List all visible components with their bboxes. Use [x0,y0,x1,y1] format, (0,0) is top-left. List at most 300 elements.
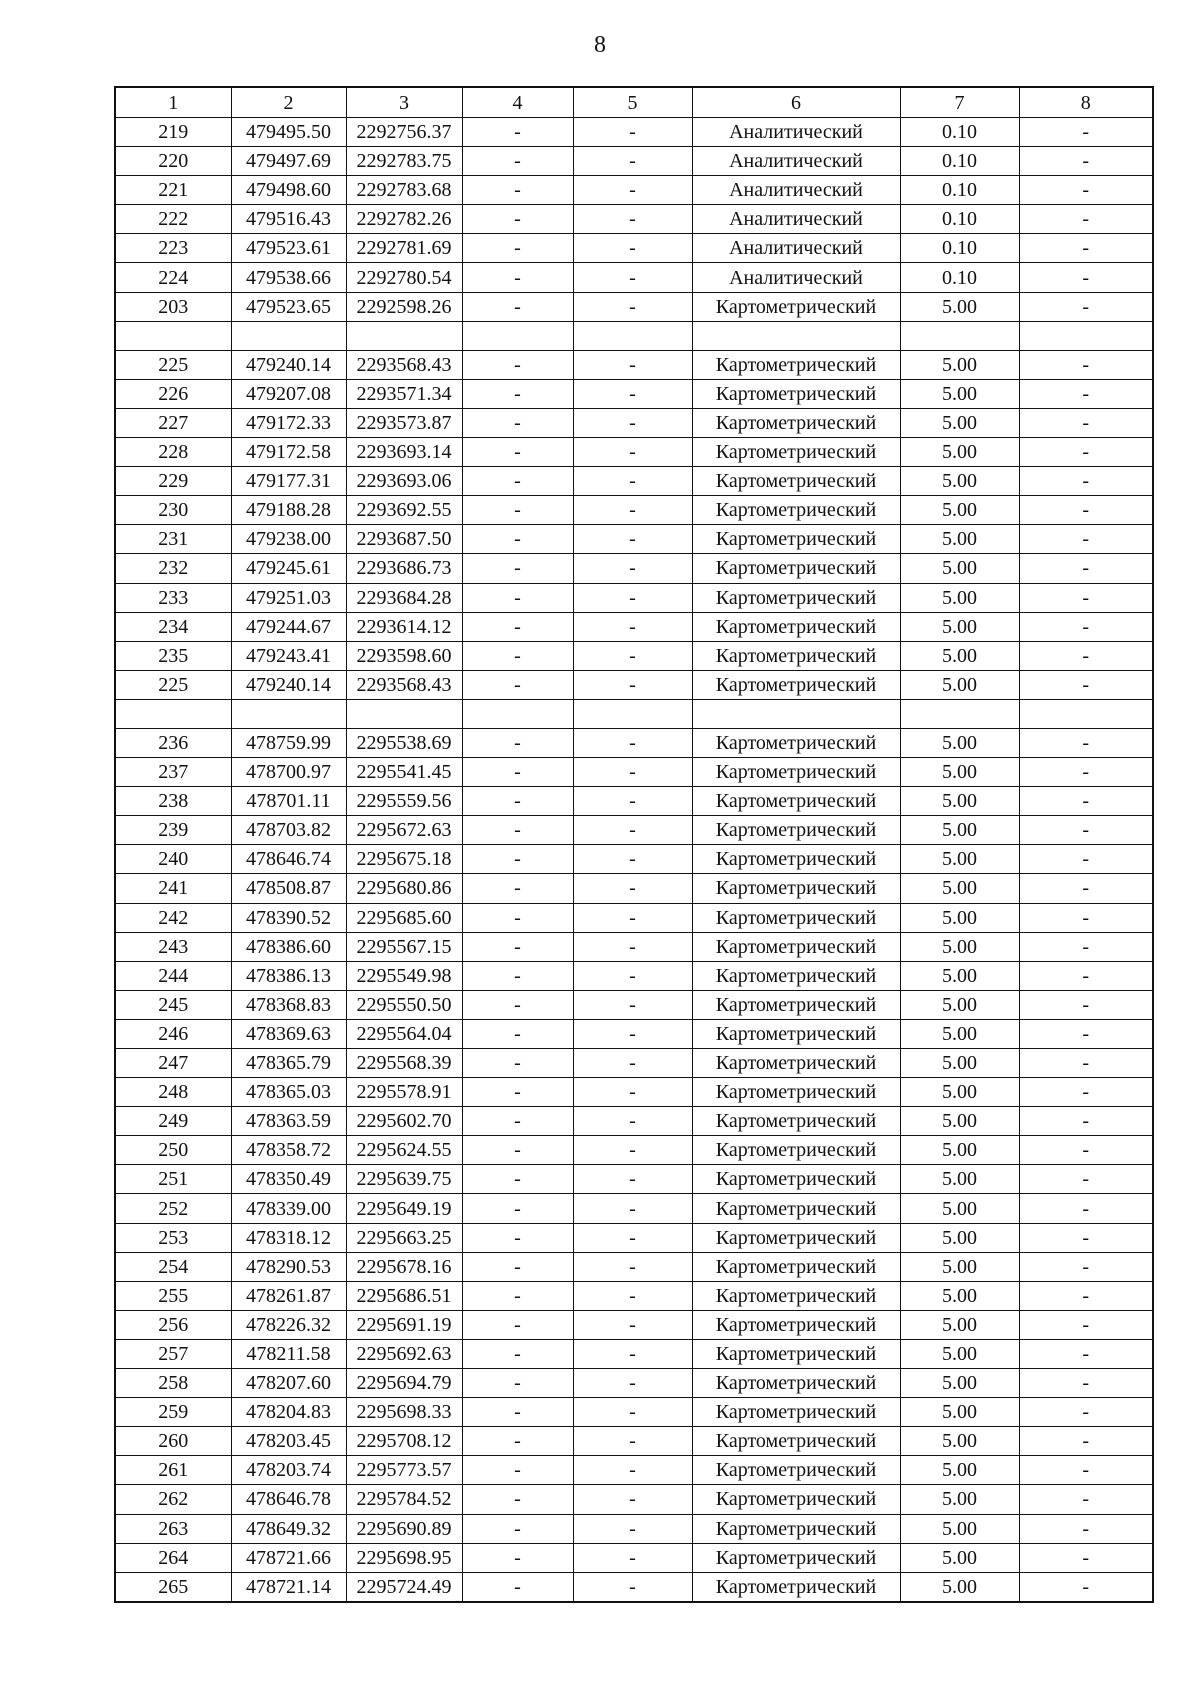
cell-coord-y: 2295675.18 [346,845,462,874]
cell-col-4: - [462,263,573,292]
cell-col-4: - [462,1369,573,1398]
table-row [115,1136,1153,1165]
cell-method: Картометрический [692,379,900,408]
cell-col-5: - [573,1049,692,1078]
cell-coord-y: 2295564.04 [346,1019,462,1048]
cell-col-8: - [1019,1194,1153,1223]
table-row [115,641,1153,670]
cell-point-number: 258 [115,1369,231,1398]
cell-coord-y: 2295685.60 [346,903,462,932]
cell-col-4: - [462,1019,573,1048]
table-row [115,350,1153,379]
cell-col-5: - [573,583,692,612]
cell-accuracy: 5.00 [900,1543,1019,1572]
cell-col-8: - [1019,961,1153,990]
cell-col-4: - [462,1485,573,1514]
cell-coord-x: 478203.74 [231,1456,346,1485]
table-row [115,670,1153,699]
cell-col-5 [573,321,692,350]
cell-coord-y: 2295663.25 [346,1223,462,1252]
cell-coord-x: 478204.83 [231,1398,346,1427]
table-row [115,845,1153,874]
cell-coord-y: 2295784.52 [346,1485,462,1514]
cell-point-number: 259 [115,1398,231,1427]
cell-method: Картометрический [692,583,900,612]
cell-accuracy: 0.10 [900,263,1019,292]
cell-coord-y: 2292782.26 [346,205,462,234]
cell-col-8: - [1019,467,1153,496]
cell-accuracy: 5.00 [900,408,1019,437]
cell-method: Картометрический [692,1369,900,1398]
cell-col-5: - [573,1194,692,1223]
cell-coord-x: 478365.03 [231,1078,346,1107]
table-row [115,787,1153,816]
cell-method: Картометрический [692,496,900,525]
cell-col-4: - [462,758,573,787]
cell-method: Картометрический [692,641,900,670]
table-row [115,1194,1153,1223]
cell-method: Картометрический [692,932,900,961]
cell-point-number: 255 [115,1281,231,1310]
cell-col-4: - [462,292,573,321]
cell-accuracy: 5.00 [900,1281,1019,1310]
cell-point-number: 260 [115,1427,231,1456]
cell-accuracy: 5.00 [900,1572,1019,1602]
cell-col-4: - [462,1456,573,1485]
column-header-1: 1 [115,87,231,118]
cell-coord-x: 479238.00 [231,525,346,554]
cell-coord-x: 478701.11 [231,787,346,816]
cell-col-4: - [462,554,573,583]
table-row [115,932,1153,961]
cell-col-8: - [1019,1310,1153,1339]
cell-col-4: - [462,845,573,874]
cell-col-8: - [1019,1543,1153,1572]
cell-method: Аналитический [692,176,900,205]
cell-col-8: - [1019,379,1153,408]
cell-col-5: - [573,1078,692,1107]
cell-point-number: 227 [115,408,231,437]
cell-method: Картометрический [692,1136,900,1165]
cell-point-number: 233 [115,583,231,612]
cell-col-8: - [1019,874,1153,903]
cell-coord-y: 2293598.60 [346,641,462,670]
cell-point-number: 243 [115,932,231,961]
cell-coord-x: 479243.41 [231,641,346,670]
cell-coord-y: 2293684.28 [346,583,462,612]
cell-col-4: - [462,874,573,903]
cell-point-number: 221 [115,176,231,205]
cell-accuracy: 5.00 [900,1019,1019,1048]
cell-col-5: - [573,1369,692,1398]
cell-col-4: - [462,496,573,525]
cell-col-8: - [1019,350,1153,379]
cell-point-number: 249 [115,1107,231,1136]
cell-point-number: 252 [115,1194,231,1223]
cell-coord-y: 2295568.39 [346,1049,462,1078]
cell-method: Картометрический [692,438,900,467]
cell-point-number: 231 [115,525,231,554]
cell-coord-x: 478207.60 [231,1369,346,1398]
cell-method: Картометрический [692,1543,900,1572]
cell-col-5: - [573,234,692,263]
cell-accuracy: 5.00 [900,1369,1019,1398]
table-row [115,205,1153,234]
cell-col-4: - [462,1165,573,1194]
cell-coord-x: 479251.03 [231,583,346,612]
cell-point-number: 247 [115,1049,231,1078]
cell-point-number: 239 [115,816,231,845]
cell-col-4: - [462,1252,573,1281]
cell-point-number: 262 [115,1485,231,1514]
column-header-8: 8 [1019,87,1153,118]
cell-coord-y: 2295686.51 [346,1281,462,1310]
cell-col-8: - [1019,903,1153,932]
cell-accuracy: 5.00 [900,670,1019,699]
cell-coord-x: 478700.97 [231,758,346,787]
cell-coord-x: 478721.14 [231,1572,346,1602]
cell-method: Картометрический [692,1310,900,1339]
cell-point-number: 246 [115,1019,231,1048]
cell-col-4: - [462,1078,573,1107]
cell-accuracy: 5.00 [900,1136,1019,1165]
cell-coord-y: 2295567.15 [346,932,462,961]
cell-col-4: - [462,147,573,176]
cell-col-4: - [462,1514,573,1543]
cell-coord-x: 478390.52 [231,903,346,932]
cell-col-8: - [1019,1456,1153,1485]
cell-coord-x: 478508.87 [231,874,346,903]
cell-accuracy: 5.00 [900,903,1019,932]
cell-method: Аналитический [692,234,900,263]
table-row [115,1456,1153,1485]
cell-method: Картометрический [692,1165,900,1194]
cell-point-number: 225 [115,350,231,379]
cell-point-number: 230 [115,496,231,525]
cell-coord-y: 2295678.16 [346,1252,462,1281]
cell-col-8: - [1019,292,1153,321]
cell-col-5: - [573,205,692,234]
cell-col-5: - [573,1165,692,1194]
cell-col-4: - [462,525,573,554]
table-row [115,408,1153,437]
table-row [115,176,1153,205]
cell-coord-x [231,321,346,350]
cell-col-8: - [1019,234,1153,263]
cell-col-4: - [462,1281,573,1310]
cell-accuracy: 5.00 [900,1456,1019,1485]
cell-col-4: - [462,1223,573,1252]
table-row [115,1165,1153,1194]
cell-coord-y: 2293686.73 [346,554,462,583]
cell-point-number: 219 [115,118,231,147]
cell-col-5: - [573,1252,692,1281]
cell-coord-y: 2293571.34 [346,379,462,408]
cell-point-number: 229 [115,467,231,496]
cell-col-8: - [1019,118,1153,147]
cell-point-number: 240 [115,845,231,874]
cell-coord-x: 478203.45 [231,1427,346,1456]
cell-col-4: - [462,118,573,147]
cell-accuracy: 5.00 [900,932,1019,961]
cell-coord-x: 479240.14 [231,670,346,699]
cell-point-number: 228 [115,438,231,467]
cell-accuracy: 5.00 [900,1514,1019,1543]
cell-col-8: - [1019,176,1153,205]
cell-coord-x: 479172.33 [231,408,346,437]
cell-col-8: - [1019,1252,1153,1281]
cell-coord-y: 2295549.98 [346,961,462,990]
cell-method [692,321,900,350]
cell-col-8: - [1019,147,1153,176]
cell-col-4: - [462,583,573,612]
cell-coord-y: 2293568.43 [346,670,462,699]
cell-point-number: 237 [115,758,231,787]
cell-col-5: - [573,408,692,437]
cell-point-number: 254 [115,1252,231,1281]
cell-col-4: - [462,1136,573,1165]
cell-col-5: - [573,438,692,467]
table-row [115,1339,1153,1368]
cell-col-4: - [462,816,573,845]
cell-col-4: - [462,176,573,205]
cell-point-number: 238 [115,787,231,816]
cell-accuracy: 5.00 [900,1398,1019,1427]
cell-point-number: 220 [115,147,231,176]
cell-accuracy: 0.10 [900,118,1019,147]
cell-accuracy: 5.00 [900,554,1019,583]
cell-col-5: - [573,292,692,321]
cell-coord-x: 479538.66 [231,263,346,292]
table-row [115,379,1153,408]
cell-col-4: - [462,205,573,234]
cell-col-4: - [462,1398,573,1427]
cell-accuracy: 5.00 [900,525,1019,554]
cell-coord-x: 478759.99 [231,728,346,757]
table-row [115,1427,1153,1456]
cell-coord-y: 2295672.63 [346,816,462,845]
cell-col-8: - [1019,728,1153,757]
table-header-row [115,87,1153,118]
table-row [115,147,1153,176]
cell-method: Картометрический [692,990,900,1019]
cell-coord-y: 2295698.95 [346,1543,462,1572]
cell-coord-x: 478358.72 [231,1136,346,1165]
cell-accuracy: 5.00 [900,1049,1019,1078]
cell-coord-x: 479523.65 [231,292,346,321]
cell-coord-x: 479188.28 [231,496,346,525]
cell-method: Картометрический [692,350,900,379]
table-body [115,87,1153,1602]
cell-coord-x: 479497.69 [231,147,346,176]
cell-col-8: - [1019,990,1153,1019]
cell-coord-y: 2295690.89 [346,1514,462,1543]
cell-col-5: - [573,467,692,496]
table-row [115,1485,1153,1514]
cell-accuracy: 5.00 [900,1252,1019,1281]
cell-method: Картометрический [692,961,900,990]
cell-col-5: - [573,1107,692,1136]
cell-col-8: - [1019,1136,1153,1165]
cell-coord-x: 478261.87 [231,1281,346,1310]
cell-accuracy: 5.00 [900,1107,1019,1136]
cell-col-4: - [462,903,573,932]
cell-col-5: - [573,1514,692,1543]
cell-coord-y: 2293568.43 [346,350,462,379]
cell-col-5: - [573,1019,692,1048]
cell-method: Аналитический [692,147,900,176]
cell-point-number: 241 [115,874,231,903]
cell-col-5: - [573,1136,692,1165]
cell-point-number: 244 [115,961,231,990]
cell-accuracy: 5.00 [900,816,1019,845]
table-row [115,1252,1153,1281]
cell-col-5: - [573,787,692,816]
cell-col-8: - [1019,496,1153,525]
cell-method: Картометрический [692,408,900,437]
cell-col-4: - [462,1049,573,1078]
cell-method: Картометрический [692,670,900,699]
cell-method: Картометрический [692,1514,900,1543]
column-header-7: 7 [900,87,1019,118]
cell-point-number: 256 [115,1310,231,1339]
cell-col-5: - [573,263,692,292]
table-row [115,467,1153,496]
cell-col-8: - [1019,1572,1153,1602]
cell-coord-x: 478721.66 [231,1543,346,1572]
cell-col-4: - [462,787,573,816]
cell-coord-y: 2292756.37 [346,118,462,147]
cell-col-5: - [573,845,692,874]
cell-col-4: - [462,1572,573,1602]
cell-col-8: - [1019,932,1153,961]
cell-point-number: 226 [115,379,231,408]
cell-col-8: - [1019,1107,1153,1136]
cell-col-4: - [462,932,573,961]
cell-coord-y: 2293573.87 [346,408,462,437]
table-row [115,816,1153,845]
cell-point-number: 236 [115,728,231,757]
cell-coord-x: 478290.53 [231,1252,346,1281]
cell-accuracy [900,321,1019,350]
cell-accuracy: 5.00 [900,1078,1019,1107]
cell-point-number [115,321,231,350]
cell-coord-y: 2295541.45 [346,758,462,787]
table-row [115,874,1153,903]
cell-col-5: - [573,1339,692,1368]
cell-col-4: - [462,1194,573,1223]
cell-col-4: - [462,1107,573,1136]
page-number: 8 [594,32,606,58]
cell-col-5: - [573,641,692,670]
cell-col-8: - [1019,758,1153,787]
cell-col-4: - [462,961,573,990]
cell-coord-x: 478369.63 [231,1019,346,1048]
cell-coord-x: 478386.13 [231,961,346,990]
cell-col-5: - [573,874,692,903]
cell-coord-y: 2292780.54 [346,263,462,292]
cell-coord-y [346,699,462,728]
table-row [115,961,1153,990]
cell-point-number: 225 [115,670,231,699]
table-row [115,438,1153,467]
cell-col-5: - [573,379,692,408]
cell-coord-x: 478365.79 [231,1049,346,1078]
cell-accuracy: 0.10 [900,205,1019,234]
cell-accuracy: 0.10 [900,147,1019,176]
cell-col-8: - [1019,1427,1153,1456]
table-row [115,612,1153,641]
cell-col-5: - [573,176,692,205]
column-header-6: 6 [692,87,900,118]
table-row [115,1543,1153,1572]
coordinates-table [114,86,1154,1603]
cell-coord-x: 479495.50 [231,118,346,147]
cell-col-8: - [1019,263,1153,292]
cell-method: Картометрический [692,787,900,816]
cell-col-8: - [1019,1485,1153,1514]
cell-point-number: 265 [115,1572,231,1602]
cell-accuracy: 5.00 [900,641,1019,670]
cell-col-5: - [573,728,692,757]
cell-coord-y: 2295691.19 [346,1310,462,1339]
table-row [115,1078,1153,1107]
cell-col-5: - [573,816,692,845]
table-row-separator [115,699,1153,728]
cell-coord-y: 2295578.91 [346,1078,462,1107]
table-row [115,1310,1153,1339]
cell-coord-y: 2295602.70 [346,1107,462,1136]
cell-method: Картометрический [692,1281,900,1310]
cell-col-4: - [462,990,573,1019]
cell-col-4: - [462,1427,573,1456]
cell-method: Картометрический [692,1107,900,1136]
cell-coord-x: 478386.60 [231,932,346,961]
table-row [115,1572,1153,1602]
cell-point-number: 263 [115,1514,231,1543]
cell-method: Аналитический [692,205,900,234]
table-row [115,1514,1153,1543]
cell-accuracy: 5.00 [900,496,1019,525]
cell-coord-x: 478339.00 [231,1194,346,1223]
cell-coord-y [346,321,462,350]
table-row [115,1369,1153,1398]
cell-method: Картометрический [692,1427,900,1456]
cell-coord-x: 479498.60 [231,176,346,205]
column-header-5: 5 [573,87,692,118]
cell-col-5: - [573,990,692,1019]
cell-point-number: 242 [115,903,231,932]
cell-col-8: - [1019,1281,1153,1310]
cell-accuracy: 5.00 [900,1339,1019,1368]
cell-col-5: - [573,1572,692,1602]
cell-coord-x: 478368.83 [231,990,346,1019]
cell-accuracy: 5.00 [900,728,1019,757]
cell-col-8: - [1019,641,1153,670]
cell-col-5: - [573,350,692,379]
cell-col-4: - [462,728,573,757]
cell-col-8: - [1019,670,1153,699]
cell-method: Картометрический [692,1078,900,1107]
cell-coord-y: 2293692.55 [346,496,462,525]
cell-accuracy: 5.00 [900,990,1019,1019]
cell-col-8: - [1019,612,1153,641]
table-row [115,554,1153,583]
cell-point-number: 251 [115,1165,231,1194]
cell-col-5: - [573,1281,692,1310]
cell-coord-y: 2292783.68 [346,176,462,205]
cell-coord-y: 2295724.49 [346,1572,462,1602]
